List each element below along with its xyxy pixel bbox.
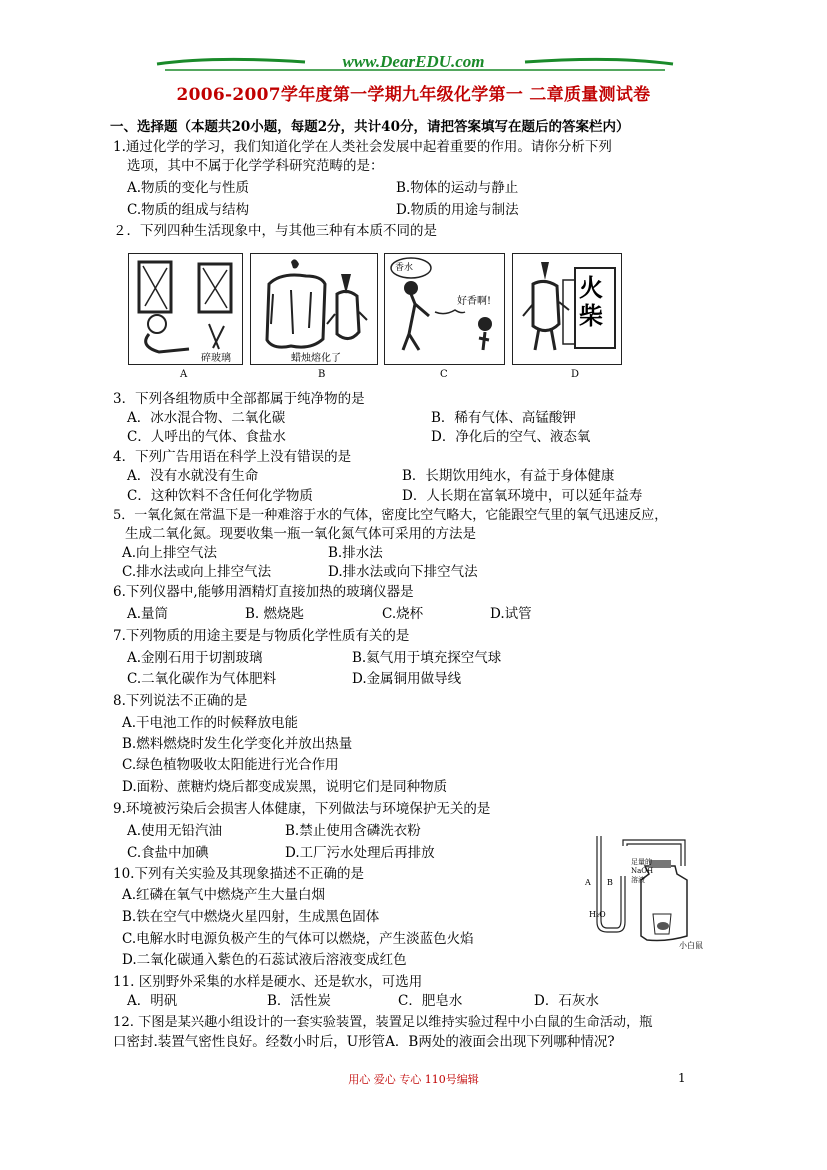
q11-option-c: C．肥皂水: [398, 993, 463, 1009]
apparatus-label-water: H₂O: [589, 910, 606, 919]
q5-option-d: D.排水法或向下排空气法: [328, 564, 478, 580]
q12-stem-1: 12. 下图是某兴趣小组设计的一套实验装置，装置足以维持实验过程中小白鼠的生命活动，瓶: [113, 1015, 653, 1030]
q5-stem-1: 5．一氧化氮在常温下是一种难溶于水的气体，密度比空气略大，它能跟空气里的氧气迅速反应，: [113, 508, 668, 523]
q3-option-c: C．人呼出的气体、食盐水: [127, 429, 286, 445]
u-tube-apparatus-illustration: [583, 836, 713, 951]
q6-option-c: C.烧杯: [382, 606, 424, 622]
q9-option-a: A.使用无铅汽油: [127, 823, 223, 839]
q10-stem: 10.下列有关实验及其现象描述不正确的是: [113, 866, 364, 882]
q12-stem-2: 口密封.装置气密性良好。经数小时后，U形管A．B两处的液面会出现下列哪种情况?: [113, 1034, 615, 1050]
q10-option-a: A.红磷在氧气中燃烧产生大量白烟: [122, 887, 326, 903]
q9-stem: 9.环境被污染后会损害人体健康，下列做法与环境保护无关的是: [113, 801, 491, 817]
q2-stem: ２．下列四种生活现象中，与其他三种有本质不同的是: [113, 223, 437, 239]
q2-label-d: D: [571, 369, 580, 380]
q11-stem: 11. 区别野外采集的水样是硬水、还是软水，可选用: [113, 974, 423, 990]
q8-option-b: B.燃料燃烧时发生化学变化并放出热量: [122, 736, 353, 752]
apparatus-label-a: A: [585, 878, 591, 887]
q1-option-a: A.物质的变化与性质: [127, 180, 250, 196]
q7-option-c: C.二氧化碳作为气体肥料: [127, 671, 277, 687]
q10-option-b: B.铁在空气中燃烧火星四射，生成黑色固体: [122, 909, 380, 925]
q4-stem: 4．下列广告用语在科学上没有错误的是: [113, 449, 352, 465]
q6-option-a: A.量筒: [127, 606, 169, 622]
q5-option-a: A.向上排空气法: [122, 545, 218, 561]
q8-option-d: D.面粉、蔗糖灼烧后都变成炭黑，说明它们是同种物质: [122, 779, 448, 795]
q8-option-a: A.干电池工作的时候释放电能: [122, 715, 299, 731]
q2-picture-d-text: 火柴: [579, 273, 603, 330]
q2-label-a: A: [180, 369, 188, 380]
q1-stem-1: 1.通过化学的学习，我们知道化学在人类社会发展中起着重要的作用。请你分析下列: [113, 139, 612, 155]
page-number: 1: [678, 1071, 686, 1085]
q6-option-d: D.试管: [490, 606, 532, 622]
q9-option-b: B.禁止使用含磷洗衣粉: [285, 823, 421, 839]
q1-stem-2: 选项，其中不属于化学学科研究范畴的是：: [127, 158, 384, 174]
q2-picture-b: [250, 253, 378, 365]
q4-option-a: A．没有水就没有生命: [127, 468, 259, 484]
q2-picture-c: [384, 253, 505, 365]
q6-option-b: B. 燃烧匙: [245, 606, 305, 622]
footer-text: 用心 爱心 专心 110号编辑: [348, 1073, 479, 1086]
q5-option-c: C.排水法或向上排空气法: [122, 564, 272, 580]
q4-option-d: D．人长期在富氧环境中，可以延年益寿: [402, 488, 643, 504]
apparatus-label-mouse: 小白鼠: [679, 941, 703, 950]
q11-option-b: B．活性炭: [267, 993, 331, 1009]
q2-picture-a: [128, 253, 243, 365]
q3-option-a: A．冰水混合物、二氧化碳: [127, 410, 286, 426]
q1-option-b: B.物体的运动与静止: [396, 180, 519, 196]
q2-picture-c-text: 香水: [395, 263, 414, 273]
q10-option-d: D.二氧化碳通入紫色的石蕊试液后溶液变成红色: [122, 952, 407, 968]
q10-option-c: C.电解水时电源负极产生的气体可以燃烧，产生淡蓝色火焰: [122, 931, 474, 947]
q7-stem: 7.下列物质的用途主要是与物质化学性质有关的是: [113, 628, 410, 644]
q1-option-c: C.物质的组成与结构: [127, 202, 250, 218]
q2-picture-d: [512, 253, 622, 365]
apparatus-label-b: B: [607, 878, 613, 887]
q2-picture-c-bubble: 好香啊!: [457, 296, 492, 307]
q9-option-c: C.食盐中加碘: [127, 845, 209, 861]
q3-option-b: B．稀有气体、高锰酸钾: [431, 410, 576, 426]
q7-option-d: D.金属铜用做导线: [352, 671, 462, 687]
q8-option-c: C.绿色植物吸收太阳能进行光合作用: [122, 757, 339, 773]
q5-stem-2: 生成二氧化氮。现要收集一瓶一氧化氮气体可采用的方法是: [125, 526, 476, 542]
melting-candle-illustration: [251, 254, 377, 364]
q4-option-c: C．这种饮料不含任何化学物质: [127, 488, 313, 504]
q3-stem: 3．下列各组物质中全部都属于纯净物的是: [113, 391, 365, 407]
q5-option-b: B.排水法: [328, 545, 383, 561]
q4-option-b: B．长期饮用纯水，有益于身体健康: [402, 468, 615, 484]
q6-stem: 6.下列仪器中,能够用酒精灯直接加热的玻璃仪器是: [113, 584, 414, 600]
q7-option-b: B.氦气用于填充探空气球: [352, 650, 502, 666]
q2-picture-b-text: 蜡烛熔化了: [291, 353, 341, 364]
q8-stem: 8.下列说法不正确的是: [113, 693, 248, 709]
q2-label-c: C: [440, 369, 448, 380]
site-url: www.DearEDU.com: [342, 52, 485, 71]
section-heading: 一、选择题（本题共20小题，每题2分，共计40分，请把答案填写在题后的答案栏内）: [110, 119, 630, 135]
q2-label-b: B: [318, 369, 326, 380]
q3-option-d: D．净化后的空气、液态氧: [431, 429, 591, 445]
apparatus-label-naoh: 足量的NaOH溶液: [631, 858, 654, 884]
broken-glass-illustration: [129, 254, 242, 364]
q9-option-d: D.工厂污水处理后再排放: [285, 845, 435, 861]
q2-picture-a-text: 碎玻璃: [201, 353, 231, 364]
q1-option-d: D.物质的用途与制法: [396, 202, 519, 218]
apparatus-figure: [583, 836, 713, 951]
q7-option-a: A.金刚石用于切割玻璃: [127, 650, 263, 666]
q11-option-a: A．明矾: [127, 993, 178, 1009]
page-title: 2006-2007学年度第一学期九年级化学第一 二章质量测试卷: [176, 85, 651, 105]
q11-option-d: D．石灰水: [534, 993, 599, 1009]
